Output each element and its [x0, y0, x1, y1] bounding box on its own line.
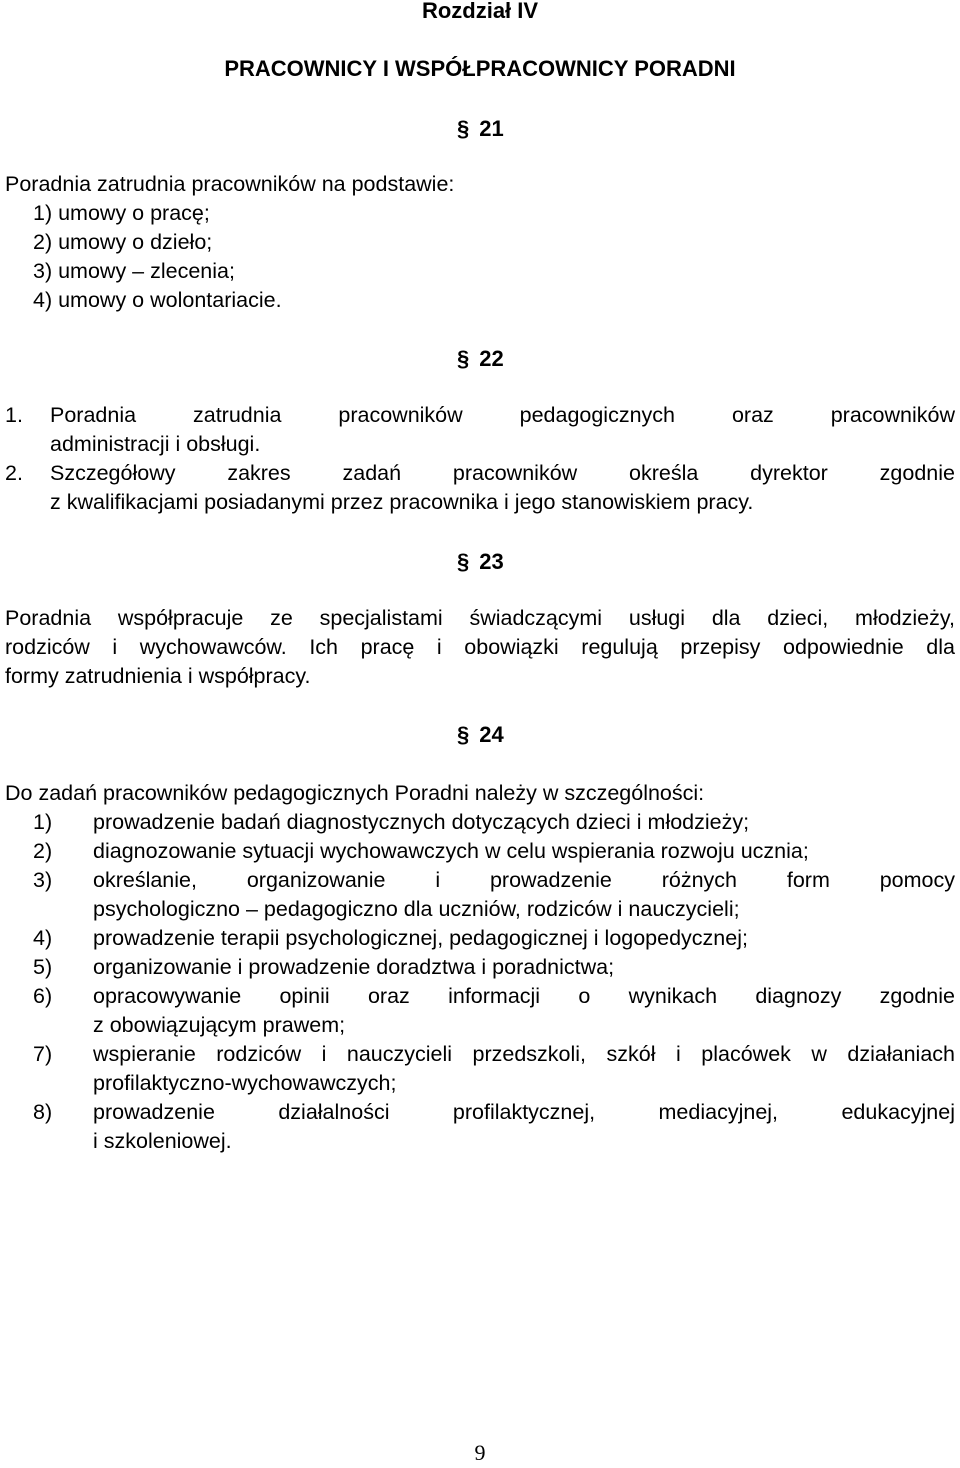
paragraph-number: 2.: [5, 461, 23, 485]
numbered-paragraph-continuation: [5, 430, 955, 459]
list-item-text: diagnozowanie sytuacji wychowawczych w celu wspierania rozwoju ucznia;: [93, 839, 809, 863]
numbered-paragraph-continuation: [5, 488, 955, 517]
list-item: [5, 808, 955, 837]
list-item-text: prowadzenie działalności profilaktycznej, mediacyjnej, edukacyjnej: [93, 1100, 955, 1124]
chapter-title: PRACOWNICY I WSPÓŁPRACOWNICY PORADNI: [224, 56, 736, 81]
list-item-number: 3): [33, 868, 53, 892]
list-item-number: 4): [33, 926, 53, 950]
section-24-heading: [457, 720, 504, 750]
list-item-continuation: [5, 895, 955, 924]
numbered-paragraph: [5, 401, 955, 430]
paragraph-line: administracji i obsługi.: [50, 432, 261, 456]
list-item: 4) umowy o wolontariacie.: [33, 288, 282, 312]
list-item: [5, 924, 955, 953]
section-number: 21: [479, 116, 504, 141]
paragraph-intro: Do zadań pracowników pedagogicznych Poradni należy w szczególności:: [5, 781, 705, 805]
list-item: 2) umowy o dzieło;: [33, 230, 213, 254]
list-item-text: określanie, organizowanie i prowadzenie różnych form pomocy: [93, 868, 955, 892]
paragraph-line: Poradnia zatrudnia pracowników pedagogicznych oraz pracowników: [50, 403, 955, 427]
list-item-text: prowadzenie terapii psychologicznej, pedagogicznej i logopedycznej;: [93, 926, 748, 950]
paragraph-line: Poradnia współpracuje ze specjalistami świadczącymi usługi dla dzieci, młodzieży,: [5, 606, 955, 630]
list-item: [5, 953, 955, 982]
list-item-text: z obowiązującym prawem;: [93, 1013, 346, 1037]
list-item: 1) umowy o pracę;: [33, 201, 210, 225]
paragraph-line: formy zatrudnienia i współpracy.: [5, 664, 311, 688]
section-21-body: [5, 170, 955, 315]
list-item-number: 7): [33, 1042, 53, 1066]
list-item: [5, 1040, 955, 1069]
paragraph-intro: Poradnia zatrudnia pracowników na podstawie:: [5, 172, 455, 196]
list-item-number: 6): [33, 984, 53, 1008]
paragraph-line: z kwalifikacjami posiadanymi przez pracownika i jego stanowiskiem pracy.: [50, 490, 754, 514]
section-sign-icon: §: [457, 346, 470, 371]
section-22-body: [5, 401, 955, 517]
list-item-number: 5): [33, 955, 53, 979]
list-item-text: i szkoleniowej.: [93, 1129, 232, 1153]
paragraph-line: rodziców i wychowawców. Ich pracę i obowiązki regulują przepisy odpowiednie dla: [5, 635, 955, 659]
list-item-text: psychologiczno – pedagogiczno dla uczniów, rodziców i nauczycieli;: [93, 897, 740, 921]
section-24-body: [5, 779, 955, 1156]
paragraph-number: 1.: [5, 403, 23, 427]
list-item-continuation: [5, 1069, 955, 1098]
chapter-heading: Rozdział IV: [421, 0, 539, 23]
section-sign-icon: §: [457, 116, 470, 141]
section-23-body: [5, 604, 955, 691]
section-23-heading: [457, 547, 504, 577]
list-item: 3) umowy – zlecenia;: [33, 259, 235, 283]
list-item-continuation: [5, 1011, 955, 1040]
list-item-text: prowadzenie badań diagnostycznych dotyczących dzieci i młodzieży;: [93, 810, 750, 834]
paragraph-line: Szczegółowy zakres zadań pracowników określa dyrektor zgodnie: [50, 461, 955, 485]
section-number: 23: [479, 549, 504, 574]
list-item: [5, 1098, 955, 1127]
list-item-text: organizowanie i prowadzenie doradztwa i poradnictwa;: [93, 955, 615, 979]
list-item-continuation: [5, 1127, 955, 1156]
list-item: [5, 982, 955, 1011]
list-item-number: 8): [33, 1100, 53, 1124]
section-number: 24: [479, 722, 504, 747]
list-item: [5, 866, 955, 895]
section-22-heading: [457, 344, 504, 374]
section-21-heading: [457, 114, 504, 144]
list-item: [5, 837, 955, 866]
section-sign-icon: §: [457, 722, 470, 747]
list-item-number: 2): [33, 839, 53, 863]
numbered-paragraph: [5, 459, 955, 488]
list-item-number: 1): [33, 810, 53, 834]
list-item-text: wspieranie rodziców i nauczycieli przedszkoli, szkół i placówek w działaniach: [93, 1042, 955, 1066]
page-number: 9: [474, 1440, 486, 1465]
section-number: 22: [479, 346, 504, 371]
list-item-text: profilaktyczno-wychowawczych;: [93, 1071, 397, 1095]
section-sign-icon: §: [457, 549, 470, 574]
list-item-text: opracowywanie opinii oraz informacji o wynikach diagnozy zgodnie: [93, 984, 955, 1008]
